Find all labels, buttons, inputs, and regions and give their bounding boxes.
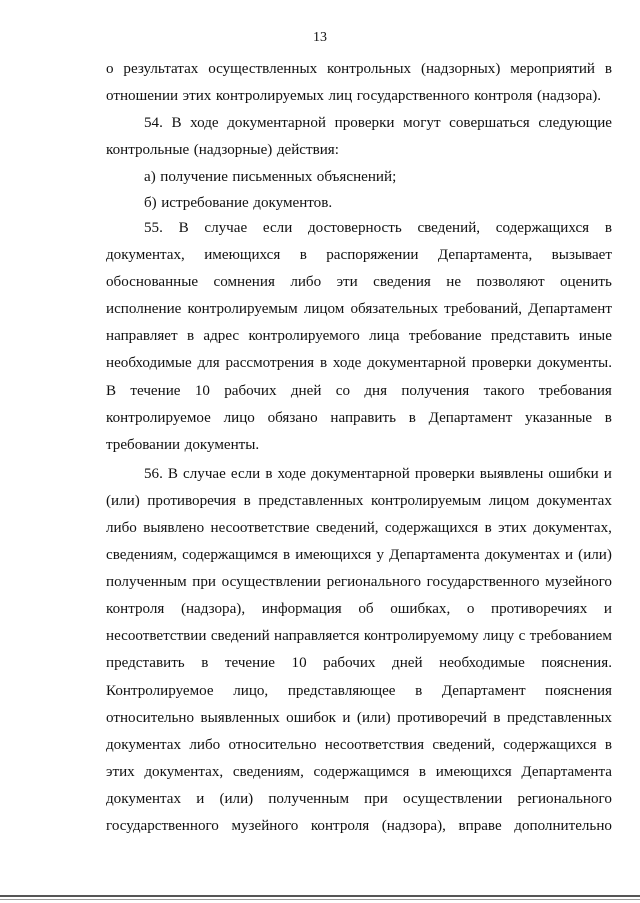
text-line: о результатах осуществленных контрольных (надзорных) мероприятий в bbox=[106, 61, 612, 77]
text-line: направляет в адрес контролируемого лица требование представить иные bbox=[106, 328, 612, 345]
text-line: этих документах, сведениям, содержащимся в имеющихся Департамента bbox=[106, 763, 612, 780]
text-line: Контролируемое лицо, представляющее в Департамент пояснения bbox=[106, 682, 612, 699]
text-line: В течение 10 рабочих дней со дня получения такого требования bbox=[106, 382, 612, 399]
text-line: отношении этих контролируемых лиц государственного контроля (надзора). bbox=[106, 88, 602, 105]
text-line: государственного музейного контроля (надзора), вправе дополнительно bbox=[106, 818, 612, 835]
text-line: контролируемое лицо обязано направить в Департамент указанные в bbox=[106, 409, 612, 426]
text-line: обоснованные сомнения либо эти сведения не позволяют оценить bbox=[106, 274, 612, 291]
text-line: документах либо относительно несоответствия сведений, содержащихся в bbox=[106, 736, 612, 753]
document-body bbox=[106, 56, 612, 840]
text-line: документах и (или) полученным при осуществлении регионального bbox=[106, 790, 612, 807]
bottom-border bbox=[0, 895, 640, 897]
text-line: полученным при осуществлении регионального государственного музейного bbox=[106, 574, 612, 591]
text-line: представить в течение 10 рабочих дней необходимые пояснения. bbox=[106, 655, 612, 672]
text-line: либо выявлено несоответствие сведений, содержащихся в этих документах, bbox=[106, 520, 612, 536]
text-line: 56. В случае если в ходе документарной проверки выявлены ошибки и bbox=[144, 465, 612, 482]
page-number: 13 bbox=[313, 30, 327, 45]
bottom-border-secondary bbox=[0, 899, 640, 900]
text-line: 54. В ходе документарной проверки могут совершаться следующие bbox=[144, 115, 612, 132]
text-line: а) получение письменных объяснений; bbox=[144, 169, 397, 186]
text-line: исполнение контролируемым лицом обязательных требований, Департамент bbox=[106, 301, 612, 318]
text-line: требовании документы. bbox=[106, 436, 260, 453]
text-line: необходимые для рассмотрения в ходе документарной проверки документы. bbox=[106, 355, 612, 372]
text-line: б) истребование документов. bbox=[144, 194, 333, 211]
text-line: относительно выявленных ошибок и (или) противоречий в представленных bbox=[106, 709, 612, 726]
text-line: сведениям, содержащимся в имеющихся у Департамента документах и (или) bbox=[106, 547, 612, 564]
text-line: контрольные (надзорные) действия: bbox=[106, 142, 339, 159]
text-line: 55. В случае если достоверность сведений, содержащихся в bbox=[144, 219, 612, 236]
text-line: несоответствии сведений направляется контролируемому лицу с требованием bbox=[106, 628, 612, 645]
text-line: контроля (надзора), информация об ошибках, о противоречиях и bbox=[106, 601, 612, 618]
text-line: документах, имеющихся в распоряжении Департамента, вызывает bbox=[106, 247, 612, 264]
text-line: (или) противоречия в представленных контролируемым лицом документах bbox=[106, 492, 612, 509]
